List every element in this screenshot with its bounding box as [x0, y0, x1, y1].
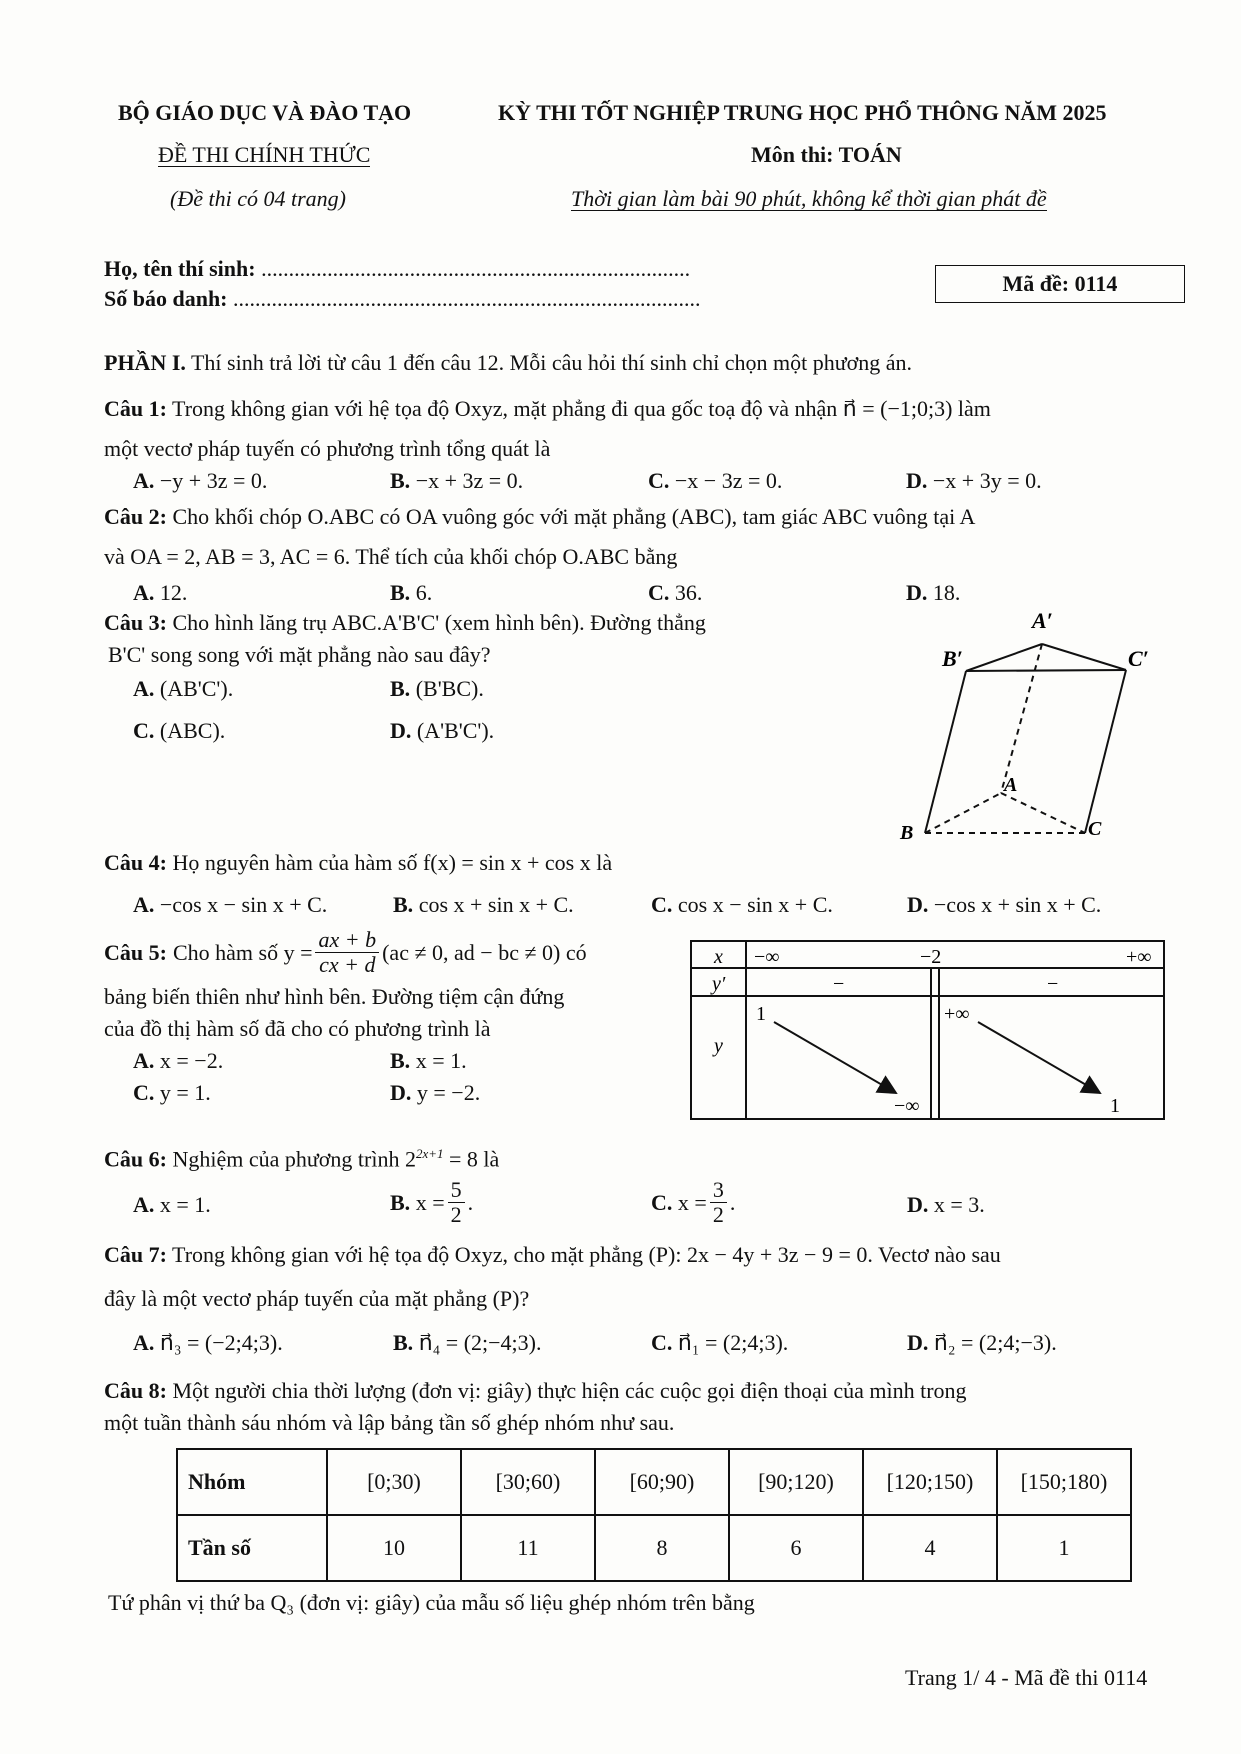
q2-line1 — [104, 504, 975, 530]
q5-option-a: A. x = −2. — [133, 1048, 224, 1073]
q4-line1 — [104, 850, 612, 876]
q1-option-a: A. −y + 3z = 0. — [133, 468, 268, 493]
q5-fraction — [315, 928, 379, 977]
vt-y-left-bottom: −∞ — [894, 1095, 920, 1117]
candidate-name-line — [104, 256, 690, 282]
q6-pre: Nghiệm của phương trình 2 — [166, 1146, 416, 1172]
edge-a-c — [1001, 793, 1085, 833]
q1-line1 — [104, 396, 991, 422]
q3-text1: Cho hình lăng trụ ABC.A'B'C' (xem hình bên). Đường thẳng — [166, 610, 706, 635]
q3-option-c: C. (ABC). — [133, 718, 226, 743]
vt-x-pos-inf: +∞ — [1126, 946, 1152, 968]
q7-option-d: D. n⃗₂ = (2;4;−3). — [907, 1330, 1057, 1355]
official-text: ĐỀ THI CHÍNH THỨC — [158, 142, 371, 167]
q1-text1: Trong không gian với hệ tọa độ Oxyz, mặt phẳng đi qua gốc toạ độ và nhận n⃗ = (−1;0;3) làm — [166, 396, 991, 421]
q2-line2: và OA = 2, AB = 3, AC = 6. Thể tích của khối chóp O.ABC bằng — [104, 544, 678, 569]
q5-line3: của đồ thị hàm số đã cho có phương trình là — [104, 1016, 491, 1041]
group-cell: [30;60) — [461, 1449, 595, 1515]
part1-instruction — [104, 350, 912, 376]
q5-frac-num: ax + b — [315, 928, 379, 953]
edge-b1-b — [925, 671, 966, 833]
group-cell: [120;150) — [863, 1449, 997, 1515]
q8-label: Câu 8: — [104, 1378, 167, 1403]
q5-frac-den: cx + d — [319, 952, 376, 978]
q1-line2: một vectơ pháp tuyến có phương trình tổng quát là — [104, 436, 551, 461]
q6-c-fraction: $\frac{3}{2}$ — [710, 1178, 727, 1227]
q5-option-d: D. y = −2. — [390, 1080, 481, 1105]
label-b-prime: B′ — [942, 646, 963, 671]
name-label: Họ, tên thí sinh: — [104, 256, 256, 281]
vt-y-right-bottom: 1 — [1110, 1095, 1120, 1117]
official-label — [158, 142, 370, 168]
part1-label: PHẦN I. — [104, 350, 186, 375]
candidate-id-line — [104, 286, 701, 312]
q7-option-c: C. n⃗₁ = (2;4;3). — [651, 1330, 789, 1355]
q6-option-d: D. x = 3. — [907, 1192, 985, 1217]
table-row — [177, 1449, 1131, 1515]
vt-y-left-top: 1 — [756, 1003, 766, 1025]
q7-option-a: A. n⃗₃ = (−2;4;3). — [133, 1330, 283, 1355]
q7-line2: đây là một vectơ pháp tuyến của mặt phẳng (P)? — [104, 1286, 530, 1311]
edge-a1-a — [1001, 644, 1042, 793]
q7-line1 — [104, 1242, 1001, 1268]
edge-b1-a1 — [966, 644, 1042, 671]
name-dots: .............................................................................. — [261, 256, 691, 281]
q5-line1 — [104, 928, 587, 977]
q5-pre: Cho hàm số y = — [172, 939, 313, 965]
table-row — [177, 1515, 1131, 1581]
q4-option-b: B. cos x + sin x + C. — [393, 892, 574, 917]
time-note-text: Thời gian làm bài 90 phút, không kể thời gian phát đề — [571, 186, 1047, 211]
q2-text1: Cho khối chóp O.ABC có OA vuông góc với mặt phẳng (ABC), tam giác ABC vuông tại A — [166, 504, 976, 529]
frequency-cell: 8 — [595, 1515, 729, 1581]
vt-arrow-right — [978, 1022, 1100, 1093]
group-cell: [90;120) — [729, 1449, 863, 1515]
vt-x-label: x — [714, 946, 723, 968]
q3-option-a: A. (AB'C'). — [133, 676, 234, 701]
vt-yp-left: − — [833, 973, 845, 995]
pages-note: (Đề thi có 04 trang) — [170, 186, 346, 211]
q1-option-d: D. −x + 3y = 0. — [906, 468, 1042, 493]
q4-option-d: D. −cos x + sin x + C. — [907, 892, 1102, 917]
vt-yp-label: y′ — [712, 973, 726, 995]
q3-line2: B'C' song song với mặt phẳng nào sau đây? — [108, 642, 491, 667]
q6-b-fraction: $\frac{5}{2}$ — [448, 1178, 465, 1227]
q7-label: Câu 7: — [104, 1242, 167, 1267]
vt-x-neg-inf: −∞ — [754, 946, 780, 968]
group-cell: [60;90) — [595, 1449, 729, 1515]
label-a: A — [1004, 774, 1018, 796]
id-label: Số báo danh: — [104, 286, 228, 311]
exam-code-box: Mã đề: 0114 — [935, 265, 1185, 303]
frequency-cell: 11 — [461, 1515, 595, 1581]
vt-x-mid: −2 — [920, 946, 942, 968]
edge-b1-c1 — [966, 670, 1126, 671]
q3-label: Câu 3: — [104, 610, 167, 635]
label-b: B — [900, 822, 914, 844]
q3-line1 — [104, 610, 706, 636]
group-cell: [150;180) — [997, 1449, 1131, 1515]
frequency-table — [176, 1448, 1132, 1582]
q5-option-b: B. x = 1. — [390, 1048, 467, 1073]
vt-yp-right: − — [1047, 973, 1059, 995]
label-a-prime: A′ — [1032, 608, 1053, 633]
q5-option-c: C. y = 1. — [133, 1080, 211, 1105]
edge-a1-c1 — [1042, 644, 1126, 670]
part1-text: Thí sinh trả lời từ câu 1 đến câu 12. Mỗi câu hỏi thí sinh chỉ chọn một phương án. — [185, 350, 913, 375]
q2-option-b: B. 6. — [390, 580, 433, 605]
q8-line2: một tuần thành sáu nhóm và lập bảng tần số ghép nhóm như sau. — [104, 1410, 675, 1435]
q1-option-b: B. −x + 3z = 0. — [390, 468, 524, 493]
prism-figure — [880, 606, 1180, 846]
q1-option-c: C. −x − 3z = 0. — [648, 468, 783, 493]
q2-label: Câu 2: — [104, 504, 167, 529]
exam-title: KỲ THI TỐT NGHIỆP TRUNG HỌC PHỔ THÔNG NĂM 2025 — [498, 100, 1107, 125]
vt-y-label: y — [714, 1035, 723, 1057]
time-note — [571, 186, 1047, 212]
frequency-cell: 4 — [863, 1515, 997, 1581]
q8-text1: Một người chia thời lượng (đơn vị: giây) thực hiện các cuộc gọi điện thoại của mình trong — [166, 1378, 967, 1403]
q5-line2: bảng biến thiên như hình bên. Đường tiệm cận đứng — [104, 984, 565, 1009]
q6-option-b: B. x = $\frac{5}{2}$ . — [390, 1177, 474, 1228]
ministry-name: BỘ GIÁO DỤC VÀ ĐÀO TẠO — [118, 100, 412, 125]
q2-option-c: C. 36. — [648, 580, 703, 605]
q2-option-a: A. 12. — [133, 580, 188, 605]
q3-option-b: B. (B'BC). — [390, 676, 484, 701]
q6-label: Câu 6: — [104, 1146, 167, 1172]
q5-post: (ac ≠ 0, ad − bc ≠ 0) có — [382, 939, 587, 965]
q4-option-c: C. cos x − sin x + C. — [651, 892, 833, 917]
q8-after-text: Tứ phân vị thứ ba Q₃ (đơn vị: giây) của mẫu số liệu ghép nhóm trên bằng — [108, 1590, 755, 1615]
vt-arrow-left — [774, 1022, 896, 1093]
frequency-cell: 6 — [729, 1515, 863, 1581]
q6-post: = 8 là — [443, 1146, 500, 1172]
page-footer: Trang 1/ 4 - Mã đề thi 0114 — [905, 1665, 1148, 1690]
edge-c1-c — [1085, 670, 1126, 833]
q5-label: Câu 5: — [104, 939, 167, 965]
q4-option-a: A. −cos x − sin x + C. — [133, 892, 328, 917]
label-c-prime: C′ — [1128, 646, 1149, 671]
frequency-header: Tần số — [177, 1515, 327, 1581]
q6-option-a: A. x = 1. — [133, 1192, 211, 1217]
q7-option-b: B. n⃗₄ = (2;−4;3). — [393, 1330, 542, 1355]
q2-option-d: D. 18. — [906, 580, 961, 605]
q6-option-c: C. x = $\frac{3}{2}$ . — [651, 1177, 736, 1228]
q4-text1: Họ nguyên hàm của hàm số f(x) = sin x + cos x là — [166, 850, 613, 875]
q1-label: Câu 1: — [104, 396, 167, 421]
variation-table — [690, 940, 1166, 1122]
q3-option-d: D. (A'B'C'). — [390, 718, 495, 743]
group-cell: [0;30) — [327, 1449, 461, 1515]
q7-text1: Trong không gian với hệ tọa độ Oxyz, cho mặt phẳng (P): 2x − 4y + 3z − 9 = 0. Vectơ nào sau — [166, 1242, 1001, 1267]
frequency-cell: 1 — [997, 1515, 1131, 1581]
frequency-cell: 10 — [327, 1515, 461, 1581]
q6-exponent: 2x+1 — [415, 1146, 444, 1161]
subject-label: Môn thi: TOÁN — [751, 142, 902, 167]
q4-label: Câu 4: — [104, 850, 167, 875]
edge-b-a — [925, 793, 1001, 833]
q8-line1 — [104, 1378, 967, 1404]
vt-y-right-top: +∞ — [944, 1003, 970, 1025]
id-dots: ..................................................................................... — [233, 286, 701, 311]
q6-line1 — [104, 1146, 499, 1172]
group-header: Nhóm — [177, 1449, 327, 1515]
label-c: C — [1088, 818, 1102, 840]
